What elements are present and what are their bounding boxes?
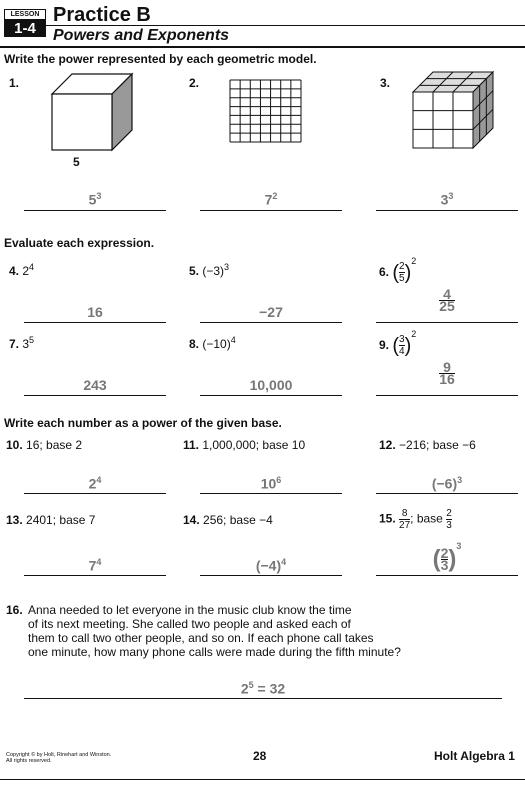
cube-model-1	[50, 72, 134, 152]
item-16-number: 16.	[6, 603, 23, 617]
page-subtitle: Powers and Exponents	[53, 27, 230, 44]
header-rule-bottom	[0, 46, 525, 48]
answer-15: ( $\frac{2}{3}$ )$^3$	[432, 541, 462, 573]
item-16-line-3: them to call two other people, and so on. If each phone call takes	[28, 631, 374, 645]
answer-3: $3^3$	[440, 191, 454, 208]
lesson-number: 1-4	[14, 20, 36, 37]
answer-line-10	[24, 493, 166, 494]
rights-text: All rights reserved.	[6, 758, 52, 764]
answer-line-15	[376, 575, 518, 576]
cube-model-3	[411, 70, 495, 150]
answer-2: $7^2$	[264, 191, 278, 208]
answer-11: $10^6$	[260, 475, 282, 492]
answer-12: $(-6)^3$	[431, 475, 463, 492]
answer-6: $\frac{4}{25}$	[439, 286, 455, 314]
section2-instruction: Evaluate each expression.	[4, 236, 155, 250]
answer-line-12	[376, 493, 518, 494]
section3-instruction: Write each number as a power of the given base.	[4, 416, 282, 430]
lesson-badge	[4, 9, 46, 37]
answer-line-9	[376, 395, 518, 396]
item-4: 4. $2^4$	[9, 262, 35, 278]
page-number: 28	[253, 749, 267, 763]
answer-line-7	[24, 395, 166, 396]
item-5: 5. $(-3)^3$	[189, 262, 230, 278]
answer-5: −27	[259, 304, 283, 320]
copyright-text: Copyright © by Holt, Rinehart and Winston.	[6, 752, 112, 758]
item-11: 11. 1,000,000; base 10	[183, 438, 306, 452]
section1-instruction: Write the power represented by each geometric model.	[4, 52, 317, 66]
answer-line-4	[24, 322, 166, 323]
item-7: 7. $3^5$	[9, 335, 35, 351]
answer-8: 10,000	[249, 377, 293, 393]
item-13: 13. 2401; base 7	[6, 513, 96, 527]
item-2-number: 2.	[189, 76, 200, 90]
item-9: 9. ( $\frac{3}{4}$ )$^2$	[379, 329, 417, 358]
footer-rule	[0, 779, 525, 780]
grid-model-2	[229, 79, 302, 143]
cube-front-face	[413, 92, 473, 148]
answer-line-13	[24, 575, 166, 576]
item-1-number: 1.	[9, 76, 20, 90]
item-15: 15. $\frac{8}{27}$ ; base $\frac{2}{3}$	[379, 508, 452, 531]
answer-16: $2^5 = 32$	[240, 680, 286, 697]
answer-line-16	[24, 698, 502, 699]
cube-edge-label: 5	[73, 155, 80, 169]
book-title: Holt Algebra 1	[434, 749, 515, 763]
item-16-line-2: of its next meeting. She called two people and asked each of	[28, 617, 351, 631]
answer-9: $\frac{9}{16}$	[439, 359, 455, 387]
answer-line-6	[376, 322, 518, 323]
item-16-line-4: one minute, how many phone calls were made during the fifth minute?	[28, 645, 401, 659]
answer-13: $7^4$	[88, 557, 102, 574]
item-6: 6. ( $\frac{2}{5}$ )$^2$	[379, 256, 417, 285]
answer-line-14	[200, 575, 342, 576]
item-10: 10. 16; base 2	[6, 438, 83, 452]
answer-line-3	[376, 210, 518, 211]
item-14: 14. 256; base −4	[183, 513, 273, 527]
answer-line-11	[200, 493, 342, 494]
answer-10: $2^4$	[88, 475, 102, 492]
answer-7: 243	[83, 377, 107, 393]
answer-4: 16	[87, 304, 103, 320]
answer-1: $5^3$	[88, 191, 102, 208]
page-title: Practice B	[53, 4, 151, 26]
lesson-word: LESSON	[4, 9, 46, 20]
item-16-line-1: Anna needed to let everyone in the music club know the time	[28, 603, 352, 617]
answer-line-8	[200, 395, 342, 396]
answer-line-1	[24, 210, 166, 211]
item-3-number: 3.	[380, 76, 391, 90]
answer-line-5	[200, 322, 342, 323]
answer-14: $(-4)^4$	[255, 557, 287, 574]
item-8: 8. $(-10)^4$	[189, 335, 236, 351]
item-12: 12. −216; base −6	[379, 438, 476, 452]
answer-line-2	[200, 210, 342, 211]
